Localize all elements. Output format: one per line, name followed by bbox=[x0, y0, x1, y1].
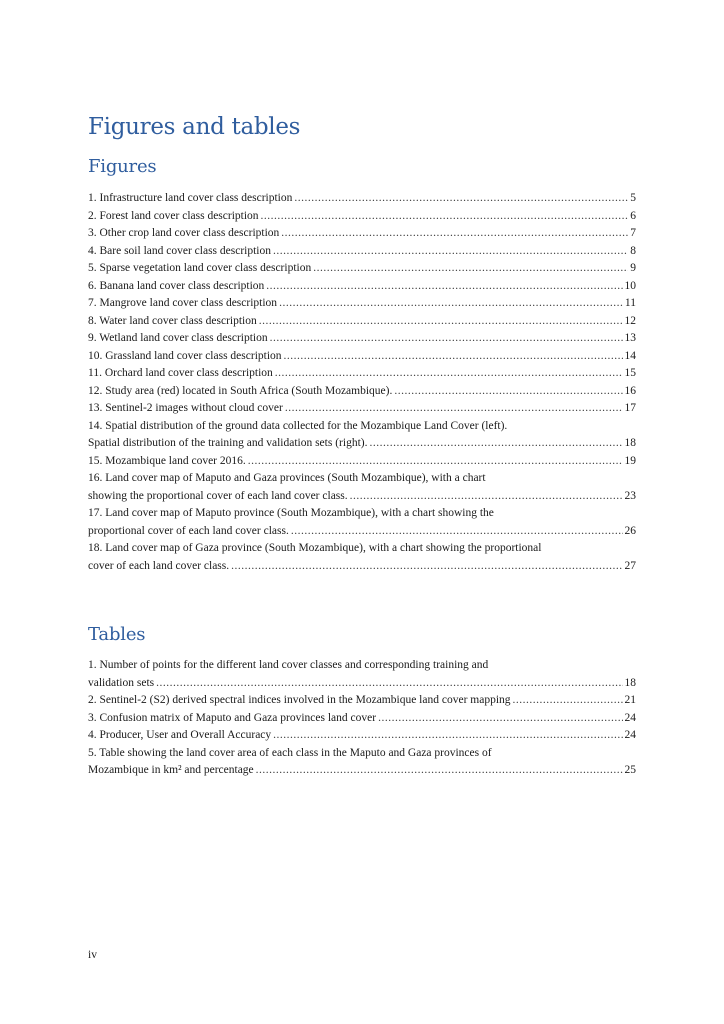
figure-entry[interactable] bbox=[88, 540, 636, 575]
figure-entry-page-number: 8 bbox=[630, 244, 636, 257]
table-entry[interactable] bbox=[88, 692, 636, 710]
table-entry-title: 3. Confusion matrix of Maputo and Gaza provinces land cover bbox=[88, 711, 377, 724]
dot-leader bbox=[281, 225, 628, 243]
figure-entry-title: 3. Other crop land cover class description bbox=[88, 227, 280, 239]
table-entry[interactable] bbox=[88, 710, 636, 728]
figure-entry-line bbox=[88, 365, 636, 383]
figure-entry[interactable] bbox=[88, 278, 636, 296]
table-entry-title: 2. Sentinel-2 (S2) derived spectral indices involved in the Mozambique land cover mapping bbox=[88, 694, 511, 706]
dot-leader bbox=[256, 762, 623, 780]
table-entry[interactable] bbox=[88, 657, 636, 692]
dot-leader bbox=[275, 365, 623, 383]
table-entry-page-number: 21 bbox=[624, 694, 636, 706]
figure-entry-page-number: 18 bbox=[624, 437, 636, 449]
figure-entry[interactable] bbox=[88, 208, 636, 226]
figure-entry[interactable] bbox=[88, 400, 636, 418]
tables-list bbox=[88, 657, 636, 780]
figure-entry-line bbox=[88, 225, 636, 243]
table-entry[interactable] bbox=[88, 727, 636, 745]
figure-entry-line bbox=[88, 190, 636, 208]
figure-entry-line bbox=[88, 348, 636, 366]
table-entry-line bbox=[88, 727, 636, 745]
dot-leader bbox=[259, 313, 623, 331]
table-entry-line bbox=[88, 762, 636, 780]
figures-heading: Figures bbox=[88, 156, 157, 177]
figure-entry-title: 13. Sentinel-2 images without cloud cover bbox=[88, 402, 283, 414]
figure-entry-title: 9. Wetland land cover class description bbox=[88, 332, 268, 344]
figure-entry[interactable] bbox=[88, 225, 636, 243]
figure-entry[interactable] bbox=[88, 383, 636, 401]
dot-leader bbox=[248, 453, 623, 471]
figure-entry-line bbox=[88, 400, 636, 418]
figure-entry-line bbox=[88, 330, 636, 348]
figure-entry-title: cover of each land cover class. bbox=[88, 559, 230, 572]
figure-entry-line bbox=[88, 453, 636, 471]
figure-entry-line bbox=[88, 383, 636, 401]
figure-entry-title: proportional cover of each land cover class. bbox=[88, 524, 289, 537]
dot-leader bbox=[513, 692, 623, 710]
figure-entry-title: 15. Mozambique land cover 2016. bbox=[88, 454, 246, 467]
dot-leader bbox=[231, 558, 622, 576]
figure-entry-title: showing the proportional cover of each land cover class. bbox=[88, 489, 348, 502]
figure-entry[interactable] bbox=[88, 348, 636, 366]
table-entry-page-number: 24 bbox=[624, 711, 636, 724]
figure-entry-title: 18. Land cover map of Gaza province (South Mozambique), with a chart showing the proportional bbox=[88, 542, 542, 554]
figures-list bbox=[88, 190, 636, 575]
table-entry-title: 1. Number of points for the different land cover classes and corresponding training and bbox=[88, 659, 489, 671]
figure-entry-title: 17. Land cover map of Maputo province (South Mozambique), with a chart showing the bbox=[88, 507, 494, 519]
figure-entry-line bbox=[88, 540, 636, 558]
dot-leader bbox=[369, 435, 622, 453]
figure-entry-title: 8. Water land cover class description bbox=[88, 314, 257, 327]
figure-entry-page-number: 13 bbox=[624, 332, 636, 344]
figure-entry-page-number: 19 bbox=[624, 454, 636, 467]
figure-entry-line bbox=[88, 488, 636, 506]
dot-leader bbox=[313, 260, 628, 278]
figure-entry-line bbox=[88, 435, 636, 453]
figure-entry[interactable] bbox=[88, 330, 636, 348]
dot-leader bbox=[284, 348, 623, 366]
table-entry[interactable] bbox=[88, 745, 636, 780]
figure-entry-page-number: 17 bbox=[624, 402, 636, 414]
table-entry-line bbox=[88, 675, 636, 693]
figure-entry-page-number: 5 bbox=[630, 192, 636, 204]
table-entry-line bbox=[88, 745, 636, 763]
dot-leader bbox=[266, 278, 622, 296]
figure-entry-page-number: 23 bbox=[624, 489, 636, 502]
figure-entry-line bbox=[88, 313, 636, 331]
figure-entry[interactable] bbox=[88, 313, 636, 331]
figure-entry-title: 16. Land cover map of Maputo and Gaza provinces (South Mozambique), with a chart bbox=[88, 472, 486, 484]
figure-entry-page-number: 9 bbox=[630, 262, 636, 274]
figure-entry[interactable] bbox=[88, 295, 636, 313]
figure-entry[interactable] bbox=[88, 418, 636, 453]
figure-entry-title: 1. Infrastructure land cover class description bbox=[88, 192, 293, 204]
figure-entry-title: 6. Banana land cover class description bbox=[88, 279, 265, 292]
table-entry-page-number: 24 bbox=[624, 729, 636, 741]
figure-entry-line bbox=[88, 278, 636, 296]
figure-entry-line bbox=[88, 208, 636, 226]
figure-entry[interactable] bbox=[88, 190, 636, 208]
dot-leader bbox=[279, 295, 623, 313]
figure-entry[interactable] bbox=[88, 470, 636, 505]
figure-entry-page-number: 26 bbox=[624, 524, 636, 537]
table-entry-page-number: 18 bbox=[624, 676, 636, 689]
dot-leader bbox=[294, 190, 628, 208]
figure-entry-line bbox=[88, 418, 636, 436]
figure-entry-title: 4. Bare soil land cover class description bbox=[88, 244, 271, 257]
figure-entry-page-number: 6 bbox=[630, 209, 636, 222]
figure-entry-title: 2. Forest land cover class description bbox=[88, 209, 259, 222]
figure-entry-title: 5. Sparse vegetation land cover class description bbox=[88, 262, 312, 274]
figure-entry-line bbox=[88, 558, 636, 576]
figure-entry-page-number: 15 bbox=[624, 367, 636, 379]
figure-entry-page-number: 14 bbox=[624, 349, 636, 362]
table-entry-title: 5. Table showing the land cover area of each class in the Maputo and Gaza provinces of bbox=[88, 746, 492, 759]
dot-leader bbox=[291, 523, 623, 541]
figure-entry-title: 14. Spatial distribution of the ground data collected for the Mozambique Land Cover (left). bbox=[88, 419, 508, 432]
table-entry-line bbox=[88, 710, 636, 728]
table-entry-title: validation sets bbox=[88, 676, 155, 689]
figure-entry-title: 12. Study area (red) located in South Africa (South Mozambique). bbox=[88, 384, 393, 397]
figure-entry-line bbox=[88, 295, 636, 313]
figure-entry[interactable] bbox=[88, 453, 636, 471]
figure-entry-page-number: 27 bbox=[624, 559, 636, 572]
dot-leader bbox=[378, 710, 622, 728]
figure-entry[interactable] bbox=[88, 260, 636, 278]
figure-entry-title: Spatial distribution of the training and validation sets (right). bbox=[88, 437, 368, 449]
figure-entry-line bbox=[88, 260, 636, 278]
table-entry-page-number: 25 bbox=[624, 764, 636, 776]
figure-entry-line bbox=[88, 470, 636, 488]
dot-leader bbox=[273, 243, 628, 261]
figure-entry[interactable] bbox=[88, 365, 636, 383]
table-entry-line bbox=[88, 657, 636, 675]
figure-entry-page-number: 10 bbox=[624, 279, 636, 292]
dot-leader bbox=[270, 330, 623, 348]
table-entry-title: 4. Producer, User and Overall Accuracy bbox=[88, 729, 272, 741]
dot-leader bbox=[156, 675, 622, 693]
figure-entry[interactable] bbox=[88, 505, 636, 540]
dot-leader bbox=[285, 400, 623, 418]
figure-entry[interactable] bbox=[88, 243, 636, 261]
figure-entry-page-number: 12 bbox=[624, 314, 636, 327]
table-entry-line bbox=[88, 692, 636, 710]
dot-leader bbox=[394, 383, 622, 401]
figure-entry-title: 10. Grassland land cover class description bbox=[88, 349, 282, 362]
figure-entry-line bbox=[88, 243, 636, 261]
figure-entry-page-number: 11 bbox=[624, 297, 636, 309]
figure-entry-page-number: 7 bbox=[630, 227, 636, 239]
page-title: Figures and tables bbox=[88, 114, 301, 140]
tables-heading: Tables bbox=[88, 624, 146, 645]
dot-leader bbox=[261, 208, 629, 226]
figure-entry-line bbox=[88, 505, 636, 523]
figure-entry-title: 11. Orchard land cover class description bbox=[88, 367, 273, 379]
dot-leader bbox=[273, 727, 622, 745]
figure-entry-page-number: 16 bbox=[624, 384, 636, 397]
table-entry-title: Mozambique in km² and percentage bbox=[88, 764, 254, 776]
figure-entry-line bbox=[88, 523, 636, 541]
dot-leader bbox=[350, 488, 623, 506]
page-number: iv bbox=[88, 949, 97, 961]
figure-entry-title: 7. Mangrove land cover class description bbox=[88, 297, 278, 309]
